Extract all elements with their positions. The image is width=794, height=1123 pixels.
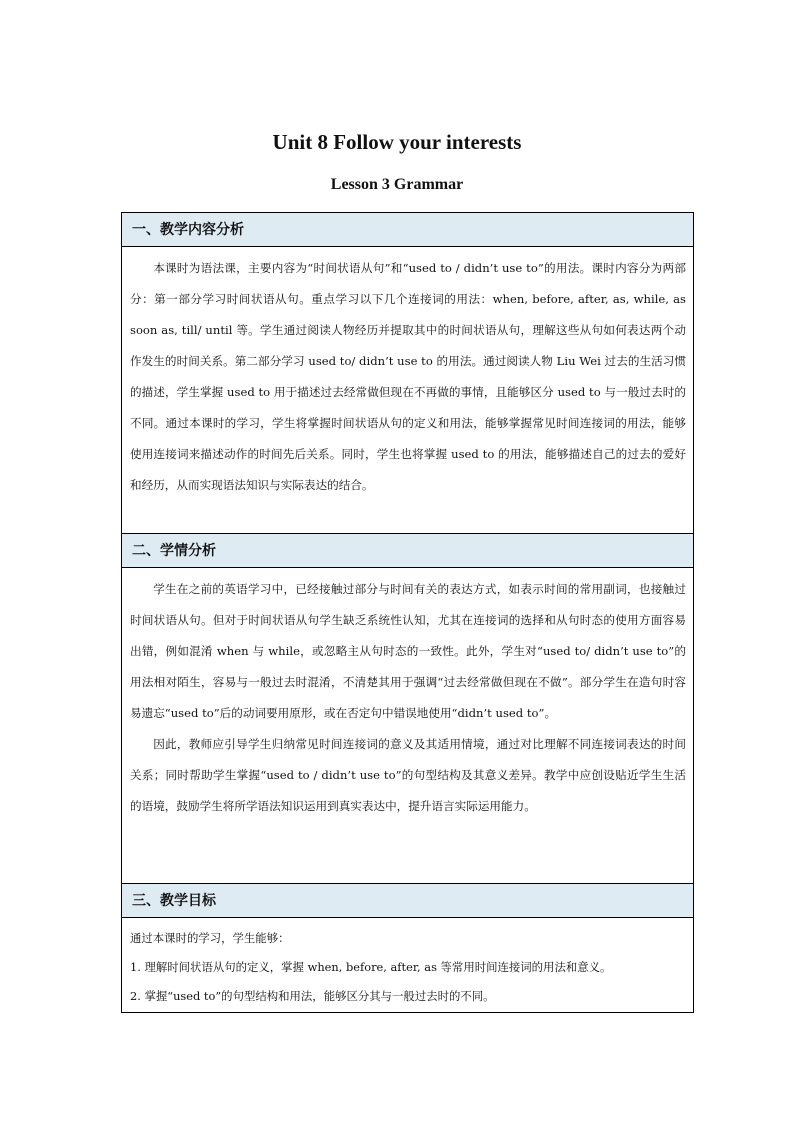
section-body-student-analysis: [122, 568, 693, 884]
document-title: Unit 8 Follow your interests: [272, 130, 522, 154]
goal-item: 1. 理解时间状语从句的定义，掌握 when, before, after, as 等常用时间连接词的用法和意义。: [130, 960, 612, 974]
lesson-plan-table: [121, 212, 694, 1013]
section-heading-content-analysis: 一、教学内容分析: [122, 213, 693, 247]
section-heading-student-analysis: 二、学情分析: [122, 534, 693, 568]
section-body-teaching-goals: [122, 918, 693, 1012]
document-subtitle: Lesson 3 Grammar: [330, 176, 464, 193]
paragraph: 本课时为语法课，主要内容为“时间状语从句”和“used to / didn’t use to”的用法。课时内容分为两部分：第一部分学习时间状语从句。重点学习以下几个连接词的用法：when, before, after, as, while, as soon as, till/ until 等。学生通过阅读人物经历并提取其中的时间状语从句，理解这些从句如何表达两个动作发生的时间关系。第二部分学习 used to/ didn’t use to 的用法。通过阅读人物 Liu Wei 过去的生活习惯的描述，学生掌握 used to 用于描述过去经常做但现在不再做的事情，且能够区分 used to 与一般过去时的不同。通过本课时的学习，学生将掌握时间状语从句的定义和用法，能够掌握常见时间连接词的用法，能够使用连接词来描述动作的时间先后关系。同时，学生也将掌握 used to 的用法，能够描述自己的过去的爱好和经历，从而实现语法知识与实际表达的结合。: [130, 261, 686, 492]
section-body-content-analysis: [122, 247, 693, 534]
goals-intro: 通过本课时的学习，学生能够：: [130, 931, 290, 945]
paragraph: 学生在之前的英语学习中，已经接触过部分与时间有关的表达方式，如表示时间的常用副词，也接触过时间状语从句。但对于时间状语从句学生缺乏系统性认知，尤其在连接词的选择和从句时态的使用方面容易出错，例如混淆 when 与 while，或忽略主从句时态的一致性。此外，学生对“used to/ didn’t use to”的用法相对陌生，容易与一般过去时混淆，不清楚其用于强调“过去经常做但现在不做”。部分学生在造句时容易遗忘“used to”后的动词要用原形，或在否定句中错误地使用“didn’t used to”。: [130, 582, 686, 720]
paragraph: 因此，教师应引导学生归纳常见时间连接词的意义及其适用情境，通过对比理解不同连接词表达的时间关系；同时帮助学生掌握“used to / didn’t use to”的句型结构及其意义差异。教学中应创设贴近学生生活的语境，鼓励学生将所学语法知识运用到真实表达中，提升语言实际运用能力。: [130, 737, 686, 813]
goal-item: 2. 掌握“used to”的句型结构和用法，能够区分其与一般过去时的不同。: [130, 989, 495, 1003]
section-heading-teaching-goals: 三、教学目标: [122, 884, 693, 918]
